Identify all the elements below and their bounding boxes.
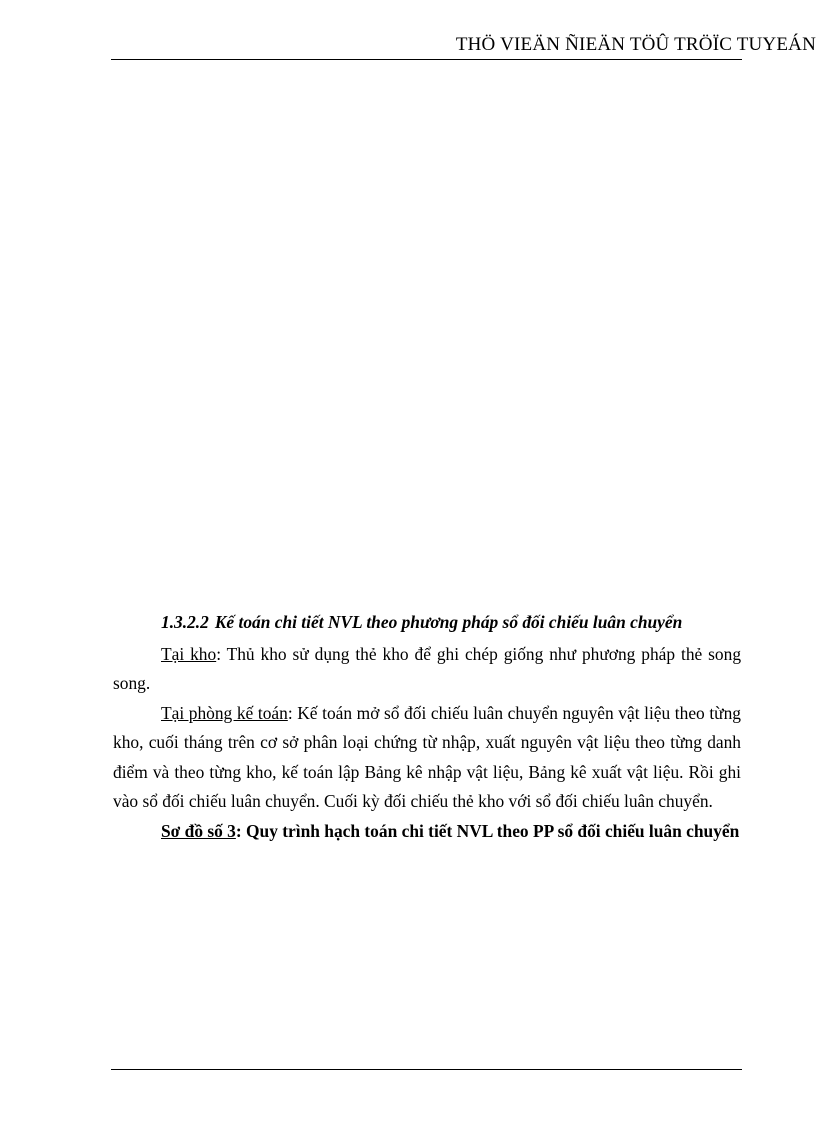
paragraph-accounting-office-text: : Kế toán mở sổ đối chiếu luân chuyển nguyên vật liệu theo từng kho, cuối tháng trên cơ sở phân loại chứng từ nhập, xuất nguyên vật liệu theo từng danh điểm và theo từng kho, kế toán lập Bảng kê nhập vật liệu, Bảng kê xuất vật liệu. Rồi ghi vào sổ đối chiếu luân chuyển. Cuối kỳ đối chiếu thẻ kho với sổ đối chiếu luân chuyển. — [113, 702, 741, 811]
diagram-caption-text: : Quy trình hạch toán chi tiết NVL theo PP sổ đối chiếu luân chuyển — [235, 820, 740, 841]
paragraph-accounting-office-label: Tại phòng kế toán — [161, 702, 288, 723]
paragraph-warehouse-text: : Thủ kho sử dụng thẻ kho để ghi chép giống như phương pháp thẻ song song. — [113, 643, 742, 693]
paragraph-warehouse-label: Tại kho — [161, 643, 217, 664]
diagram-caption-label: Sơ đồ số 3 — [161, 820, 236, 841]
running-header-title: THÖ VIEÄN ÑIEÄN TÖÛ TRÖÏC TUYEÁN — [455, 34, 816, 55]
footer-rule — [111, 1069, 742, 1070]
diagram-caption — [113, 817, 741, 847]
section-title: Kế toán chi tiết NVL theo phương pháp sổ đối chiếu luân chuyển — [214, 612, 683, 632]
header-rule — [111, 59, 742, 60]
section-number: 1.3.2.2 — [161, 612, 209, 632]
page-content — [113, 608, 741, 846]
paragraph-accounting-office — [113, 699, 741, 817]
section-heading — [113, 608, 741, 638]
paragraph-warehouse — [113, 640, 741, 699]
